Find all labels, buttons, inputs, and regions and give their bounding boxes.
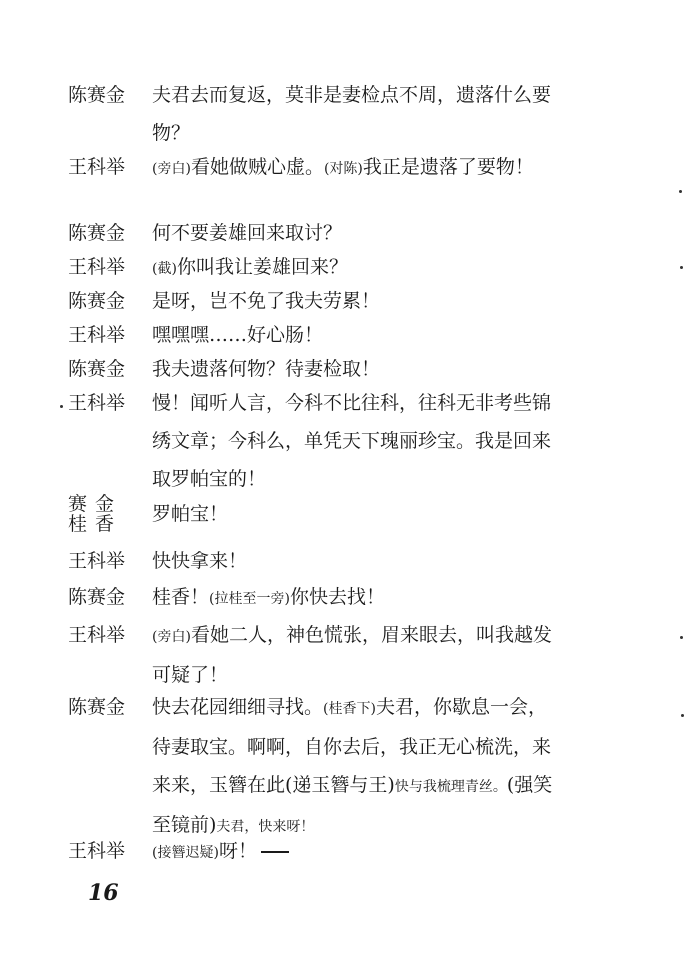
- scan-speck: [60, 405, 63, 408]
- speaker-name: 王科举: [68, 840, 126, 862]
- stage-direction: (桂香下): [323, 701, 376, 717]
- line-text: [152, 578, 562, 618]
- stage-direction: (拉桂至一旁): [209, 591, 290, 607]
- line-text: [152, 688, 562, 846]
- dialogue-text: 看她二人，神色慌张，眉来眼去，叫我越发可疑了！: [152, 624, 552, 686]
- scan-speck: [681, 714, 684, 717]
- dialogue-text: 桂香！: [152, 586, 210, 608]
- line-text: [152, 542, 562, 580]
- line-text: [152, 316, 562, 354]
- dialogue-text: 慢！闻听人言，今科不比往科，往科无非考些锦绣文章；今科么，单凭天下瑰丽珍宝。我是回来取罗帕宝的！: [152, 392, 552, 490]
- speaker-name: 王科举: [68, 550, 126, 572]
- dialogue-text: 罗帕宝！: [152, 503, 229, 525]
- dialogue-text: 是呀，岂不免了我夫劳累！: [152, 290, 381, 312]
- dialogue-text: 看她做贼心虚。: [190, 156, 324, 178]
- stage-direction: 夫君，快来呀！: [216, 819, 315, 835]
- dialogue-text: 夫君，你歇息一会，待妻取宝。啊啊，自你去后，我正无心梳洗，来来来，玉簪在此: [152, 696, 552, 796]
- speaker-name: 王科举: [68, 156, 126, 178]
- line-text: [152, 214, 562, 252]
- stage-direction: (对陈): [323, 161, 363, 177]
- page-number: 16: [88, 880, 119, 906]
- stage-direction: 快与我梳理青丝。: [394, 779, 507, 795]
- line-text: [152, 495, 562, 533]
- speaker-name: 陈赛金: [68, 222, 126, 244]
- speaker-name: 陈赛金: [68, 358, 126, 380]
- dialogue-text: 我正是遗落了要物！: [362, 156, 534, 178]
- stage-direction: (旁白): [152, 629, 191, 645]
- line-text: [152, 76, 562, 152]
- dialogue-text: (递玉簪与王): [285, 774, 395, 796]
- line-text: [152, 350, 562, 388]
- dialogue-text: 你叫我让姜雄回来？: [176, 256, 348, 278]
- dialogue-text: 呀！: [218, 840, 257, 862]
- line-text: [152, 832, 562, 872]
- speaker-name: 赛金: [68, 493, 123, 515]
- speaker-name: 王科举: [68, 624, 126, 646]
- scan-speck: [680, 636, 683, 639]
- speaker-name: 陈赛金: [68, 586, 126, 608]
- dialogue-text: 何不要姜雄回来取讨？: [152, 222, 343, 244]
- line-text: [152, 616, 562, 694]
- line-text: [152, 282, 562, 320]
- stage-direction: (旁白): [152, 161, 191, 177]
- speaker-name: 陈赛金: [68, 84, 126, 106]
- speaker-name: 王科举: [68, 256, 126, 278]
- speaker-name: 陈赛金: [68, 696, 126, 718]
- dialogue-text: 快快拿来！: [152, 550, 248, 572]
- scan-speck: [679, 190, 682, 193]
- scan-speck: [680, 266, 683, 269]
- line-text: [152, 384, 562, 498]
- dialogue-text: 嘿嘿嘿……好心肠！: [152, 324, 324, 346]
- em-dash: [261, 851, 289, 853]
- speaker-name: 王科举: [68, 392, 126, 414]
- dialogue-text: 你快去找！: [289, 586, 385, 608]
- stage-direction: (接簪迟疑): [152, 845, 219, 861]
- line-text: [152, 148, 562, 188]
- speaker-name: 陈赛金: [68, 290, 126, 312]
- speaker-name: 王科举: [68, 324, 126, 346]
- stage-direction: (截): [152, 261, 177, 277]
- dialogue-text: 我夫遗落何物？待妻检取！: [152, 358, 381, 380]
- dialogue-text: 快去花园细细寻找。: [152, 696, 324, 718]
- dialogue-text: (强笑至镜前): [152, 774, 553, 836]
- speaker-name: 桂香: [68, 513, 123, 535]
- dialogue-text: 夫君去而复返，莫非是妻检点不周，遗落什么要物？: [152, 84, 552, 144]
